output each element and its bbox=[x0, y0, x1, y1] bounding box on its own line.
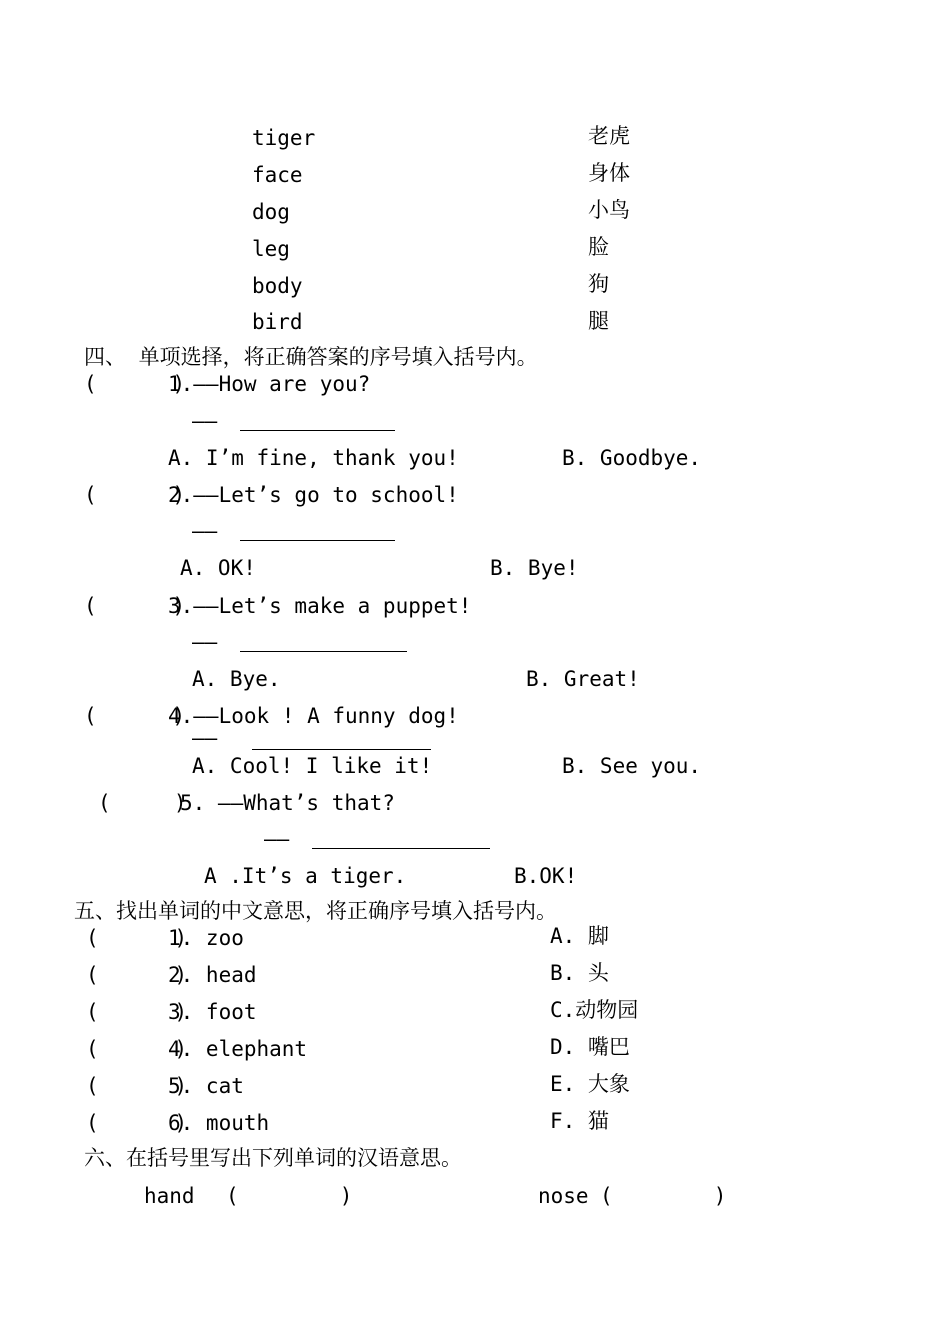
option-a: A. I’m fine, thank you! bbox=[168, 446, 459, 470]
question-prompt: 4.——Look ! A funny dog! bbox=[168, 704, 459, 728]
reply-dash: —— bbox=[192, 409, 218, 433]
word-item: 5. cat bbox=[168, 1074, 244, 1098]
match-chinese-4: 脸 bbox=[588, 235, 609, 259]
meaning-item: A. 脚 bbox=[550, 924, 609, 948]
question-prompt: 1.——How are you? bbox=[168, 372, 371, 396]
reply-blank[interactable] bbox=[312, 848, 490, 849]
meaning-item: B. 头 bbox=[550, 961, 609, 985]
word-item: 4. elephant bbox=[168, 1037, 308, 1061]
answer-paren[interactable]: ( ) bbox=[86, 1074, 188, 1098]
match-english-6: bird bbox=[252, 310, 303, 334]
reply-blank[interactable] bbox=[252, 749, 431, 750]
match-english-3: dog bbox=[252, 200, 290, 224]
answer-paren[interactable]: ( ) bbox=[86, 1111, 188, 1135]
reply-blank[interactable] bbox=[240, 540, 395, 541]
match-chinese-3: 小鸟 bbox=[588, 198, 630, 222]
answer-paren[interactable]: ( ) bbox=[86, 926, 188, 950]
answer-paren[interactable]: ( ) bbox=[86, 1037, 188, 1061]
option-a: A. Cool! I like it! bbox=[192, 754, 433, 778]
match-chinese-2: 身体 bbox=[588, 161, 630, 185]
reply-dash: —— bbox=[192, 726, 218, 750]
section5-heading: 五、找出单词的中文意思，将正确序号填入括号内。 bbox=[74, 899, 557, 923]
answer-paren[interactable]: ( ) bbox=[86, 963, 188, 987]
option-a: A. OK! bbox=[180, 556, 256, 580]
answer-paren[interactable]: ( ) bbox=[84, 483, 186, 507]
match-chinese-1: 老虎 bbox=[588, 124, 630, 148]
match-chinese-6: 腿 bbox=[588, 309, 609, 333]
answer-paren[interactable]: ( ) bbox=[600, 1184, 727, 1208]
meaning-item: F. 猫 bbox=[550, 1109, 609, 1133]
word-item: 1. zoo bbox=[168, 926, 244, 950]
match-english-2: face bbox=[252, 163, 303, 187]
option-b: B. See you. bbox=[562, 754, 702, 778]
word-item: 2. head bbox=[168, 963, 257, 987]
answer-paren[interactable]: ( ) bbox=[84, 594, 186, 618]
vocab-word-hand: hand bbox=[144, 1184, 195, 1208]
question-prompt: 2.——Let’s go to school! bbox=[168, 483, 459, 507]
reply-blank[interactable] bbox=[240, 430, 395, 431]
word-item: 6. mouth bbox=[168, 1111, 270, 1135]
vocab-word-nose: nose bbox=[538, 1184, 589, 1208]
question-prompt: 5. ——What’s that? bbox=[180, 791, 395, 815]
meaning-item: D. 嘴巴 bbox=[550, 1035, 630, 1059]
option-b: B.OK! bbox=[514, 864, 578, 888]
match-chinese-5: 狗 bbox=[588, 272, 609, 296]
meaning-item: E. 大象 bbox=[550, 1072, 630, 1096]
option-b: B. Bye! bbox=[490, 556, 579, 580]
answer-paren[interactable]: ( ) bbox=[86, 1000, 188, 1024]
option-b: B. Goodbye. bbox=[562, 446, 702, 470]
reply-blank[interactable] bbox=[240, 651, 407, 652]
reply-dash: —— bbox=[264, 827, 290, 851]
section4-heading: 四、 单项选择，将正确答案的序号填入括号内。 bbox=[84, 345, 538, 369]
question-prompt: 3.——Let’s make a puppet! bbox=[168, 594, 472, 618]
match-english-5: body bbox=[252, 274, 303, 298]
answer-paren[interactable]: ( ) bbox=[98, 791, 187, 815]
answer-paren[interactable]: ( ) bbox=[84, 704, 186, 728]
answer-paren[interactable]: ( ) bbox=[84, 372, 186, 396]
meaning-item: C.动物园 bbox=[550, 998, 639, 1022]
reply-dash: —— bbox=[192, 519, 218, 543]
word-item: 3. foot bbox=[168, 1000, 257, 1024]
match-english-1: tiger bbox=[252, 126, 316, 150]
option-b: B. Great! bbox=[526, 667, 640, 691]
answer-paren[interactable]: ( ) bbox=[226, 1184, 353, 1208]
reply-dash: —— bbox=[192, 630, 218, 654]
option-a: A. Bye. bbox=[192, 667, 281, 691]
section6-heading: 六、在括号里写出下列单词的汉语意思。 bbox=[84, 1146, 462, 1170]
option-a: A .It’s a tiger. bbox=[204, 864, 407, 888]
match-english-4: leg bbox=[252, 237, 290, 261]
